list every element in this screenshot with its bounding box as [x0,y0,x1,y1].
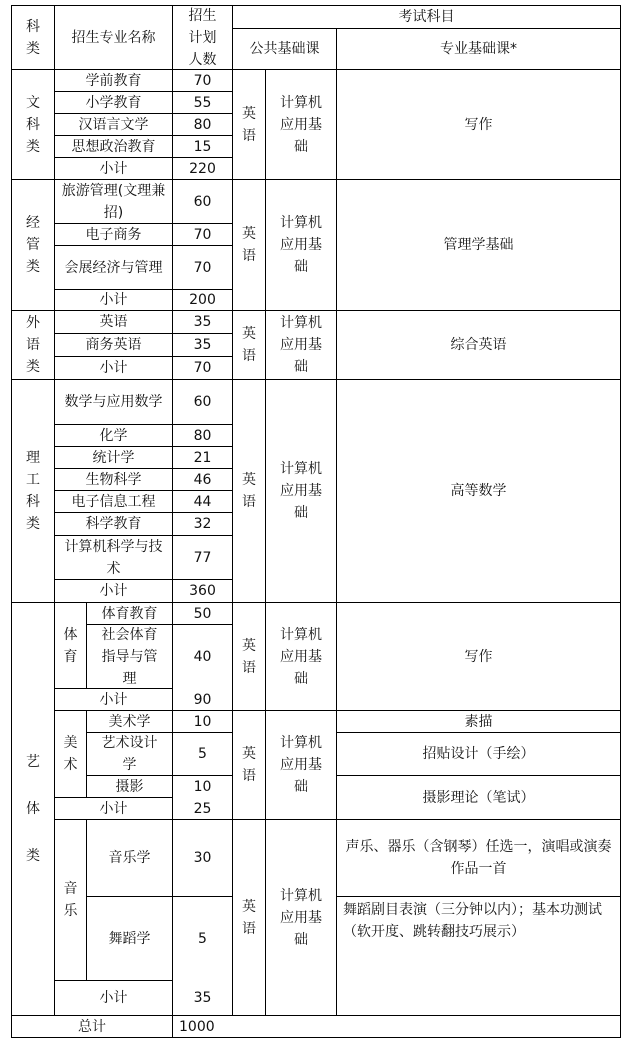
public-course-english: 英语 [232,179,266,311]
major-count: 77 [172,535,233,580]
specialty-course: 声乐、器乐（含钢琴）任选一，演唱或演奏作品一首 [336,819,621,897]
specialty-course: 舞蹈剧目表演（三分钟以内）；基本功测试（软开度、跳转翻技巧展示） [336,896,621,1016]
specialty-course: 写作 [336,69,621,180]
yinyue-label: 音乐 [54,819,87,981]
major-name: 艺术设计学 [86,732,173,776]
major-count: 10 [172,710,233,733]
public-course-english: 英语 [232,69,266,180]
major-name: 商务英语 [54,333,173,357]
major-name: 摄影 [86,775,173,798]
subtotal-label: 小计 [54,797,173,820]
major-name: 体育教育 [86,602,173,625]
yiti-category: 艺体类 [11,602,55,1016]
major-name: 电子信息工程 [54,490,173,513]
subtotal-label: 小计 [54,688,173,711]
major-name: 统计学 [54,446,173,469]
major-count: 35 [172,310,233,334]
specialty-course: 摄影理论（笔试） [336,775,621,820]
major-count: 60 [172,179,233,224]
major-name: 化学 [54,424,173,447]
subtotal-value: 360 [172,579,233,603]
header-public-course: 公共基础课 [232,28,337,70]
meishu-label: 美术 [54,710,87,798]
major-name: 美术学 [86,710,173,733]
major-count: 44 [172,490,233,513]
header-plan-count: 招生计划人数 [172,5,233,70]
jingguan-category: 经管类 [11,179,55,311]
major-name: 舞蹈学 [86,896,173,981]
major-count: 30 [172,819,233,897]
major-name: 计算机科学与技术 [54,535,173,580]
public-course-english: 英语 [232,379,266,603]
major-name: 数学与应用数学 [54,379,173,425]
subtotal-label: 小计 [54,289,173,311]
waiyu-category: 外语类 [11,310,55,380]
subtotal-value: 35 [193,990,212,1006]
major-count: 10 [193,778,212,795]
major-count: 40 [193,648,212,665]
public-course-english: 英语 [232,710,266,820]
subtotal-label: 小计 [54,356,173,380]
specialty-course: 管理学基础 [336,179,621,311]
header-specialty-course: 专业基础课* [336,28,621,70]
subtotal-label: 小计 [54,980,173,1016]
specialty-course: 招贴设计（手绘） [336,732,621,776]
major-count: 70 [172,223,233,246]
public-course-computer: 计算机应用基础 [265,69,337,180]
major-count: 50 [172,602,233,625]
major-name: 电子商务 [54,223,173,246]
major-count: 80 [172,113,233,136]
major-count: 60 [172,379,233,425]
major-count: 35 [172,333,233,357]
tiyu-label: 体育 [54,602,87,689]
specialty-course: 综合英语 [336,310,621,380]
ligong-category: 理工科类 [11,379,55,603]
major-name: 生物科学 [54,468,173,491]
major-count: 5 [198,930,207,947]
major-name: 会展经济与管理 [54,245,173,290]
major-name: 思想政治教育 [54,135,173,158]
public-course-computer: 计算机应用基础 [265,379,337,603]
major-name: 汉语言文学 [54,113,173,136]
major-count: 32 [172,512,233,536]
major-count: 46 [172,468,233,491]
major-count: 70 [172,69,233,92]
major-count: 70 [172,245,233,290]
public-course-computer: 计算机应用基础 [265,819,337,1016]
major-count: 55 [172,91,233,114]
public-course-computer: 计算机应用基础 [265,710,337,820]
public-course-computer: 计算机应用基础 [265,602,337,711]
public-course-english: 英语 [232,819,266,1016]
public-course-english: 英语 [232,310,266,380]
public-course-computer: 计算机应用基础 [265,310,337,380]
specialty-course: 写作 [336,602,621,711]
major-count: 15 [172,135,233,158]
major-name: 英语 [54,310,173,334]
subtotal-value: 70 [172,356,233,380]
subtotal-value: 200 [172,289,233,311]
total-value: 1000 [172,1015,621,1038]
subtotal-value: 90 [193,691,212,708]
major-name: 音乐学 [86,819,173,897]
header-major-name: 招生专业名称 [54,5,173,70]
major-name: 社会体育指导与管理 [86,624,173,689]
major-name: 科学教育 [54,512,173,536]
header-category: 科类 [11,5,55,70]
major-name: 学前教育 [54,69,173,92]
major-count: 21 [172,446,233,469]
major-count: 5 [172,732,233,776]
public-course-english: 英语 [232,602,266,711]
header-exam-subjects: 考试科目 [232,5,621,29]
subtotal-value: 220 [172,157,233,180]
major-name: 小学教育 [54,91,173,114]
wenke-category: 文科类 [11,69,55,180]
specialty-course: 素描 [336,710,621,733]
subtotal-label: 小计 [54,579,173,603]
subtotal-value: 25 [193,800,212,817]
major-count: 80 [172,424,233,447]
public-course-computer: 计算机应用基础 [265,179,337,311]
total-label: 总计 [11,1015,173,1038]
major-name: 旅游管理(文理兼招) [54,179,173,224]
specialty-course: 高等数学 [336,379,621,603]
subtotal-label: 小计 [54,157,173,180]
